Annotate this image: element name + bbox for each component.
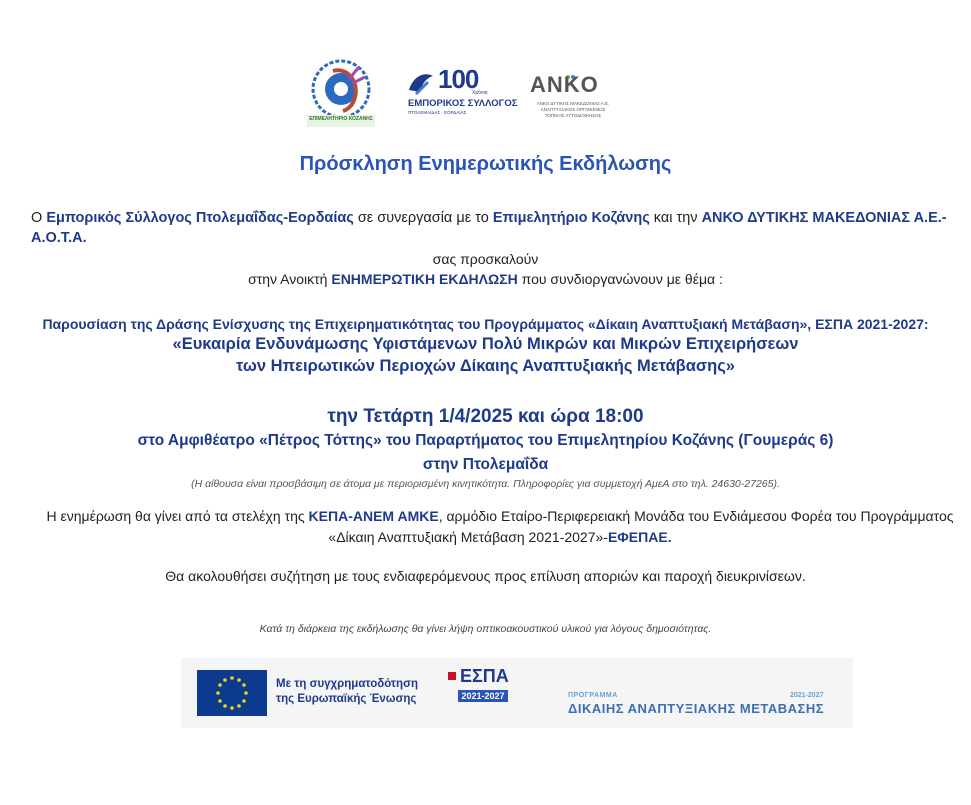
association-logo xyxy=(404,64,518,122)
association-name: ΕΜΠΟΡΙΚΟΣ ΣΥΛΛΟΓΟΣ xyxy=(408,98,518,109)
espa-logo xyxy=(444,666,514,716)
association-mention: Εμπορικός Σύλλογος Πτολεμαΐδας-Εορδαίας xyxy=(46,210,354,226)
subject-line-3: των Ηπειρωτικών Περιοχών Δίκαιης Αναπτυξιακής Μετάβασης» xyxy=(236,357,735,375)
eu-cofunding-line2: της Ευρωπαϊκής Ένωσης xyxy=(276,693,417,705)
anko-name: ANKO xyxy=(530,72,599,97)
open-event-text-2: που συνδιοργανώνουν με θέμα : xyxy=(517,271,723,287)
anko-logo xyxy=(526,66,620,128)
discussion-note: Θα ακολουθήσει συζήτηση με τους ενδιαφερόμενους προς επίλυση αποριών και παροχή διευκρινίσεων. xyxy=(165,568,806,584)
event-date: την Τετάρτη 1/4/2025 και ώρα 18:00 xyxy=(327,406,644,427)
open-event-text-1: στην Ανοικτή xyxy=(248,271,332,287)
anko-caption xyxy=(526,101,620,119)
subject-line-2: «Ευκαιρία Ενδυνάμωσης Υφιστάμενων Πολύ Μικρών και Μικρών Επιχειρήσεων xyxy=(172,335,799,353)
program-years: 2021-2027 xyxy=(790,692,824,699)
program-title: ΔΙΚΑΙΗΣ ΑΝΑΠΤΥΞΙΑΚΗΣ ΜΕΤΑΒΑΣΗΣ xyxy=(568,701,825,716)
anko-caption-line1: ΑΝΚΟ ΔΥΤΙΚΗΣ ΜΑΚΕΔΟΝΙΑΣ Α.Ε. xyxy=(536,101,610,106)
page-title: Πρόσκληση Ενημερωτικής Εκδήλωσης xyxy=(299,153,672,175)
intro-text-1: Ο xyxy=(31,210,47,226)
anko-caption-line3: ΤΟΠΙΚΗΣ ΑΥΤΟΔΙΟΙΚΗΣΗΣ xyxy=(544,113,602,118)
anko-mention: ΑΝΚΟ ΔΥΤΙΚΗΣ ΜΑΚΕΔΟΝΙΑΣ Α.Ε.-Α.Ο.Τ.Α. xyxy=(31,210,947,246)
info-paragraph xyxy=(40,506,960,548)
intro-text-2: σε συνεργασία με το xyxy=(353,210,493,226)
info-text-2: , αρμόδιο Εταίρο-Περιφερειακή Μονάδα του Ενδιάμεσου Φορέα του Προγράμματος «Δίκαιη Αναπτυξιακή Μετάβαση 2021-2027»- xyxy=(328,508,954,545)
program-label: ΠΡΟΓΡΑΜΜΑ xyxy=(568,692,618,699)
chamber-mention: Επιμελητήριο Κοζάνης xyxy=(492,210,650,226)
chamber-logo xyxy=(303,57,379,129)
association-years: Χρόνια xyxy=(472,90,488,96)
event-type: ΕΝΗΜΕΡΩΤΙΚΗ ΕΚΔΗΛΩΣΗ xyxy=(331,271,518,287)
association-subtitle: ΠΤΟΛΕΜΑΪΔΑΣ · ΕΟΡΔΑΙΑΣ xyxy=(408,110,467,115)
info-text-1: Η ενημέρωση θα γίνει από τα στελέχη της xyxy=(46,508,309,524)
subject-line-1: Παρουσίαση της Δράσης Ενίσχυσης της Επιχειρηματικότητας του Προγράμματος «Δίκαιη Αναπτυξιακή Μετάβαση», ΕΣΠΑ 2021-2027: xyxy=(42,316,929,332)
espa-years: 2021-2027 xyxy=(458,690,508,702)
eu-cofunding-text xyxy=(276,677,418,707)
eu-cofunding-line1: Με τη συγχρηματοδότηση xyxy=(276,678,418,690)
open-event-line xyxy=(0,271,971,287)
espa-mark-icon xyxy=(448,672,456,680)
recording-note: Κατά τη διάρκεια της εκδήλωσης θα γίνει λήψη οπτικοακουστικού υλικού για λόγους δημοσιότητας. xyxy=(259,623,712,635)
kepa-mention: ΚΕΠΑ-ΑΝΕΜ ΑΜΚΕ xyxy=(308,508,439,524)
association-number: 100 xyxy=(438,64,479,94)
event-venue: στο Αμφιθέατρο «Πέτρος Τόττης» του Παραρτήματος του Επιμελητηρίου Κοζάνης (Γουμεράς 6) xyxy=(137,432,834,449)
efepae-mention: ΕΦΕΠΑΕ. xyxy=(607,529,672,545)
accessibility-note: (Η αίθουσα είναι προσβάσιμη σε άτομα με περιορισμένη κινητικότητα. Πληροφορίες για συμμετοχή ΑμεΑ στο τηλ. 24630-27265). xyxy=(191,478,780,490)
anko-caption-line2: ΑΝΑΠΤΥΞΙΑΚΟΣ ΟΡΓΑΝΙΣΜΟΣ xyxy=(540,107,606,112)
intro-paragraph xyxy=(31,208,966,248)
intro-text-3: και την xyxy=(649,210,702,226)
espa-name: ΕΣΠΑ xyxy=(460,666,509,686)
invite-line: σας προσκαλούν xyxy=(432,251,539,267)
chamber-logo-caption: ΕΠΙΜΕΛΗΤΗΡΙΟ ΚΟΖΑΝΗΣ xyxy=(309,116,373,122)
event-city: στην Πτολεμαΐδα xyxy=(422,456,549,473)
eu-flag-icon xyxy=(197,670,267,716)
